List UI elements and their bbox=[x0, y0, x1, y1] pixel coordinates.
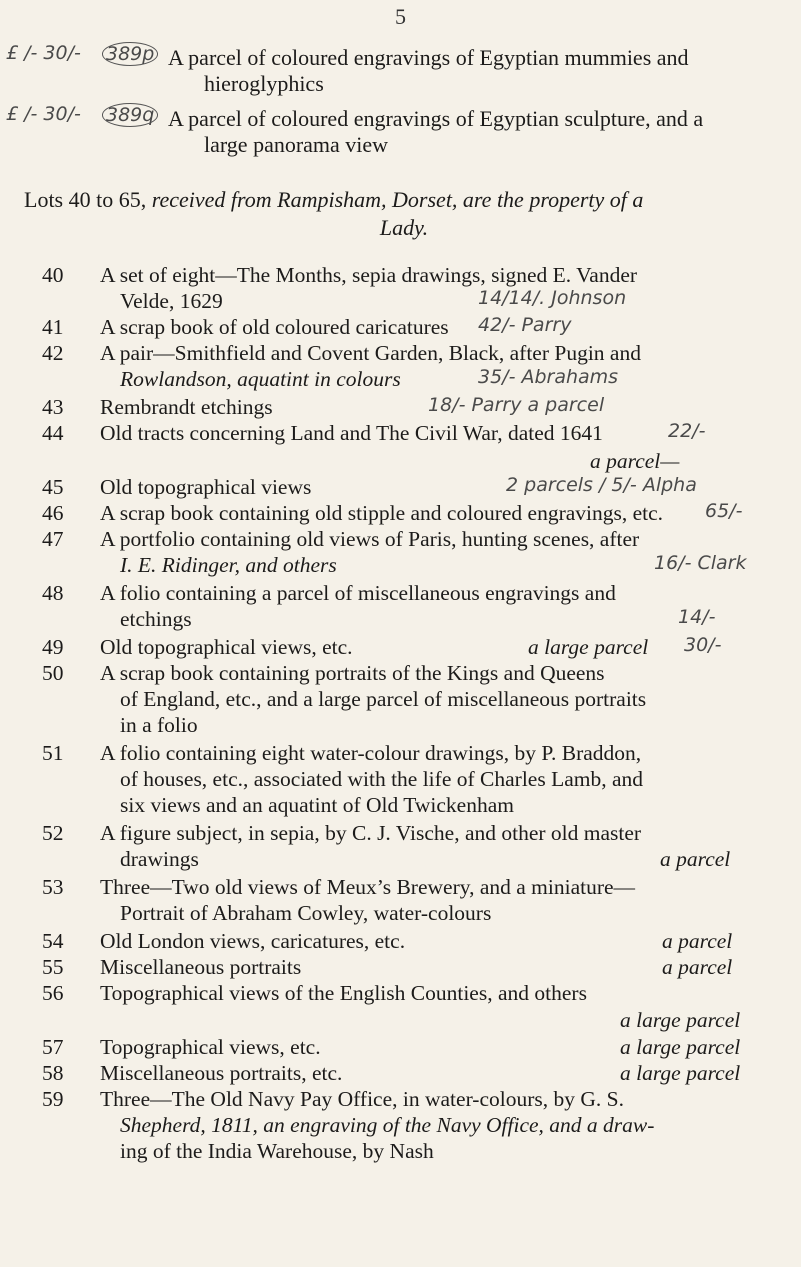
handwritten-price: 65/- bbox=[705, 500, 743, 522]
heading-text: received from Rampisham, Dorset, are the property of a bbox=[151, 187, 644, 212]
section-heading bbox=[24, 186, 784, 242]
lot-number: 40 bbox=[42, 263, 64, 287]
heading-line2: Lady. bbox=[379, 215, 429, 240]
handwritten-price: 14/- bbox=[678, 606, 716, 628]
page-number: 5 bbox=[395, 4, 406, 29]
handwritten-price: 30/- bbox=[684, 634, 722, 656]
handwritten-price: 14/14/. Johnson bbox=[478, 287, 627, 309]
lot-number-circled: 389q bbox=[102, 103, 158, 127]
lot-57-qualifier: a large parcel bbox=[620, 1035, 741, 1059]
handwritten-price: 16/- Clark bbox=[654, 552, 747, 574]
lot-54-qualifier: a parcel bbox=[662, 929, 733, 953]
margin-note: £ /- 30/- bbox=[6, 42, 81, 64]
handwritten-price: 22/- bbox=[668, 420, 706, 442]
lot-description: A set of eight—The Months, sepia drawings, signed E. Vander Velde, 1629 bbox=[100, 263, 638, 313]
heading-prefix: Lots 40 to 65, bbox=[24, 187, 147, 212]
top-lot-389q-line2: large panorama view bbox=[204, 132, 389, 157]
lot-58-qualifier: a large parcel bbox=[620, 1061, 741, 1085]
top-lot-389p-line1: A parcel of coloured engravings of Egyptian mummies and bbox=[168, 45, 689, 70]
lot-number-circled: 389p bbox=[102, 42, 158, 66]
margin-note: £ /- 30/- bbox=[6, 103, 81, 125]
lot-52-qualifier: a parcel bbox=[660, 847, 731, 871]
handwritten-price: 2 parcels / 5/- Alpha bbox=[506, 474, 697, 496]
lot-49-qualifier: a large parcel bbox=[528, 635, 649, 659]
handwritten-price: 35/- Abrahams bbox=[478, 366, 619, 388]
handwritten-price: 18/- Parry a parcel bbox=[428, 394, 605, 416]
lot-56-qualifier: a large parcel bbox=[620, 1008, 741, 1032]
top-lot-389q-line1: A parcel of coloured engravings of Egyptian sculpture, and a bbox=[168, 106, 704, 131]
lot-45-qualifier: a parcel— bbox=[590, 449, 680, 473]
top-lot-389p-line2: hieroglyphics bbox=[204, 71, 324, 96]
catalogue-page: 5 £ /- 30/- 389p A parcel of coloured engravings of Egyptian mummies and hieroglyphics £ /- 30/- 389q A parcel of coloured engravings of Egyptian sculpture, and a large panorama view Lots 40 to 65, received from Rampisham, Dorset, are the property of a Lady. 40 A set of eight—The Months, sepia drawings, signed E. Vander Velde, 1629 14/14/. Johnson 41 A scrap book of old coloured caricatures 42/- Parry 42 A pair—Smithfield and Covent Garden, Black, after Pugin and Rowlandson, aquatint in colours 35/- Abrahams 43 Rembrandt etchings 18/- Parry a parcel 44 Old tracts concerning Land and The Civil War, dated 1641 22/- 45 Old topographical views a parcel— 2 parcels / 5/- Alpha 46 A scrap book containing old stipple and coloured engravings, etc. 65/- 47 A portfolio containing old views of Paris, hunting scenes, after I. E. Ridinger, and others 16/- Clark 48 A folio containing a parcel of miscellaneous engravings and etchings 14/- 49 Old topographical views, etc. a large parcel 30/- 50 A scrap book containing portraits of the Kings and Queens of England, etc., and a large parcel of miscellaneous portraits in a folio 51 A folio containing eight water-colour drawings, by P. Braddon, of houses, etc., associated with the life of Charles Lamb, and six views and an aquatint of Old Twickenham 52 A figure subject, in sepia, by C. J. Vische, and other old master drawings a parcel 53 Three—Two old views of Meux’s Brewery, and a miniature— Portrait of Abraham Cowley, water-colours 54 Old London views, caricatures, etc. a parcel 55 Miscellaneous portraits a parcel 56 Topographical views of the English Counties, and others a large parcel 57 Topographical views, etc. a large parcel 58 Miscellaneous portraits, etc. a large parcel 59 Three—The Old Navy Pay Office, in water-colours, by G. S. Shepherd, 1811, an engraving of the Navy Office, and a draw- ing of the India Warehouse, by Nash bbox=[0, 0, 801, 1267]
lot-55-qualifier: a parcel bbox=[662, 955, 733, 979]
handwritten-price: 42/- Parry bbox=[478, 314, 572, 336]
